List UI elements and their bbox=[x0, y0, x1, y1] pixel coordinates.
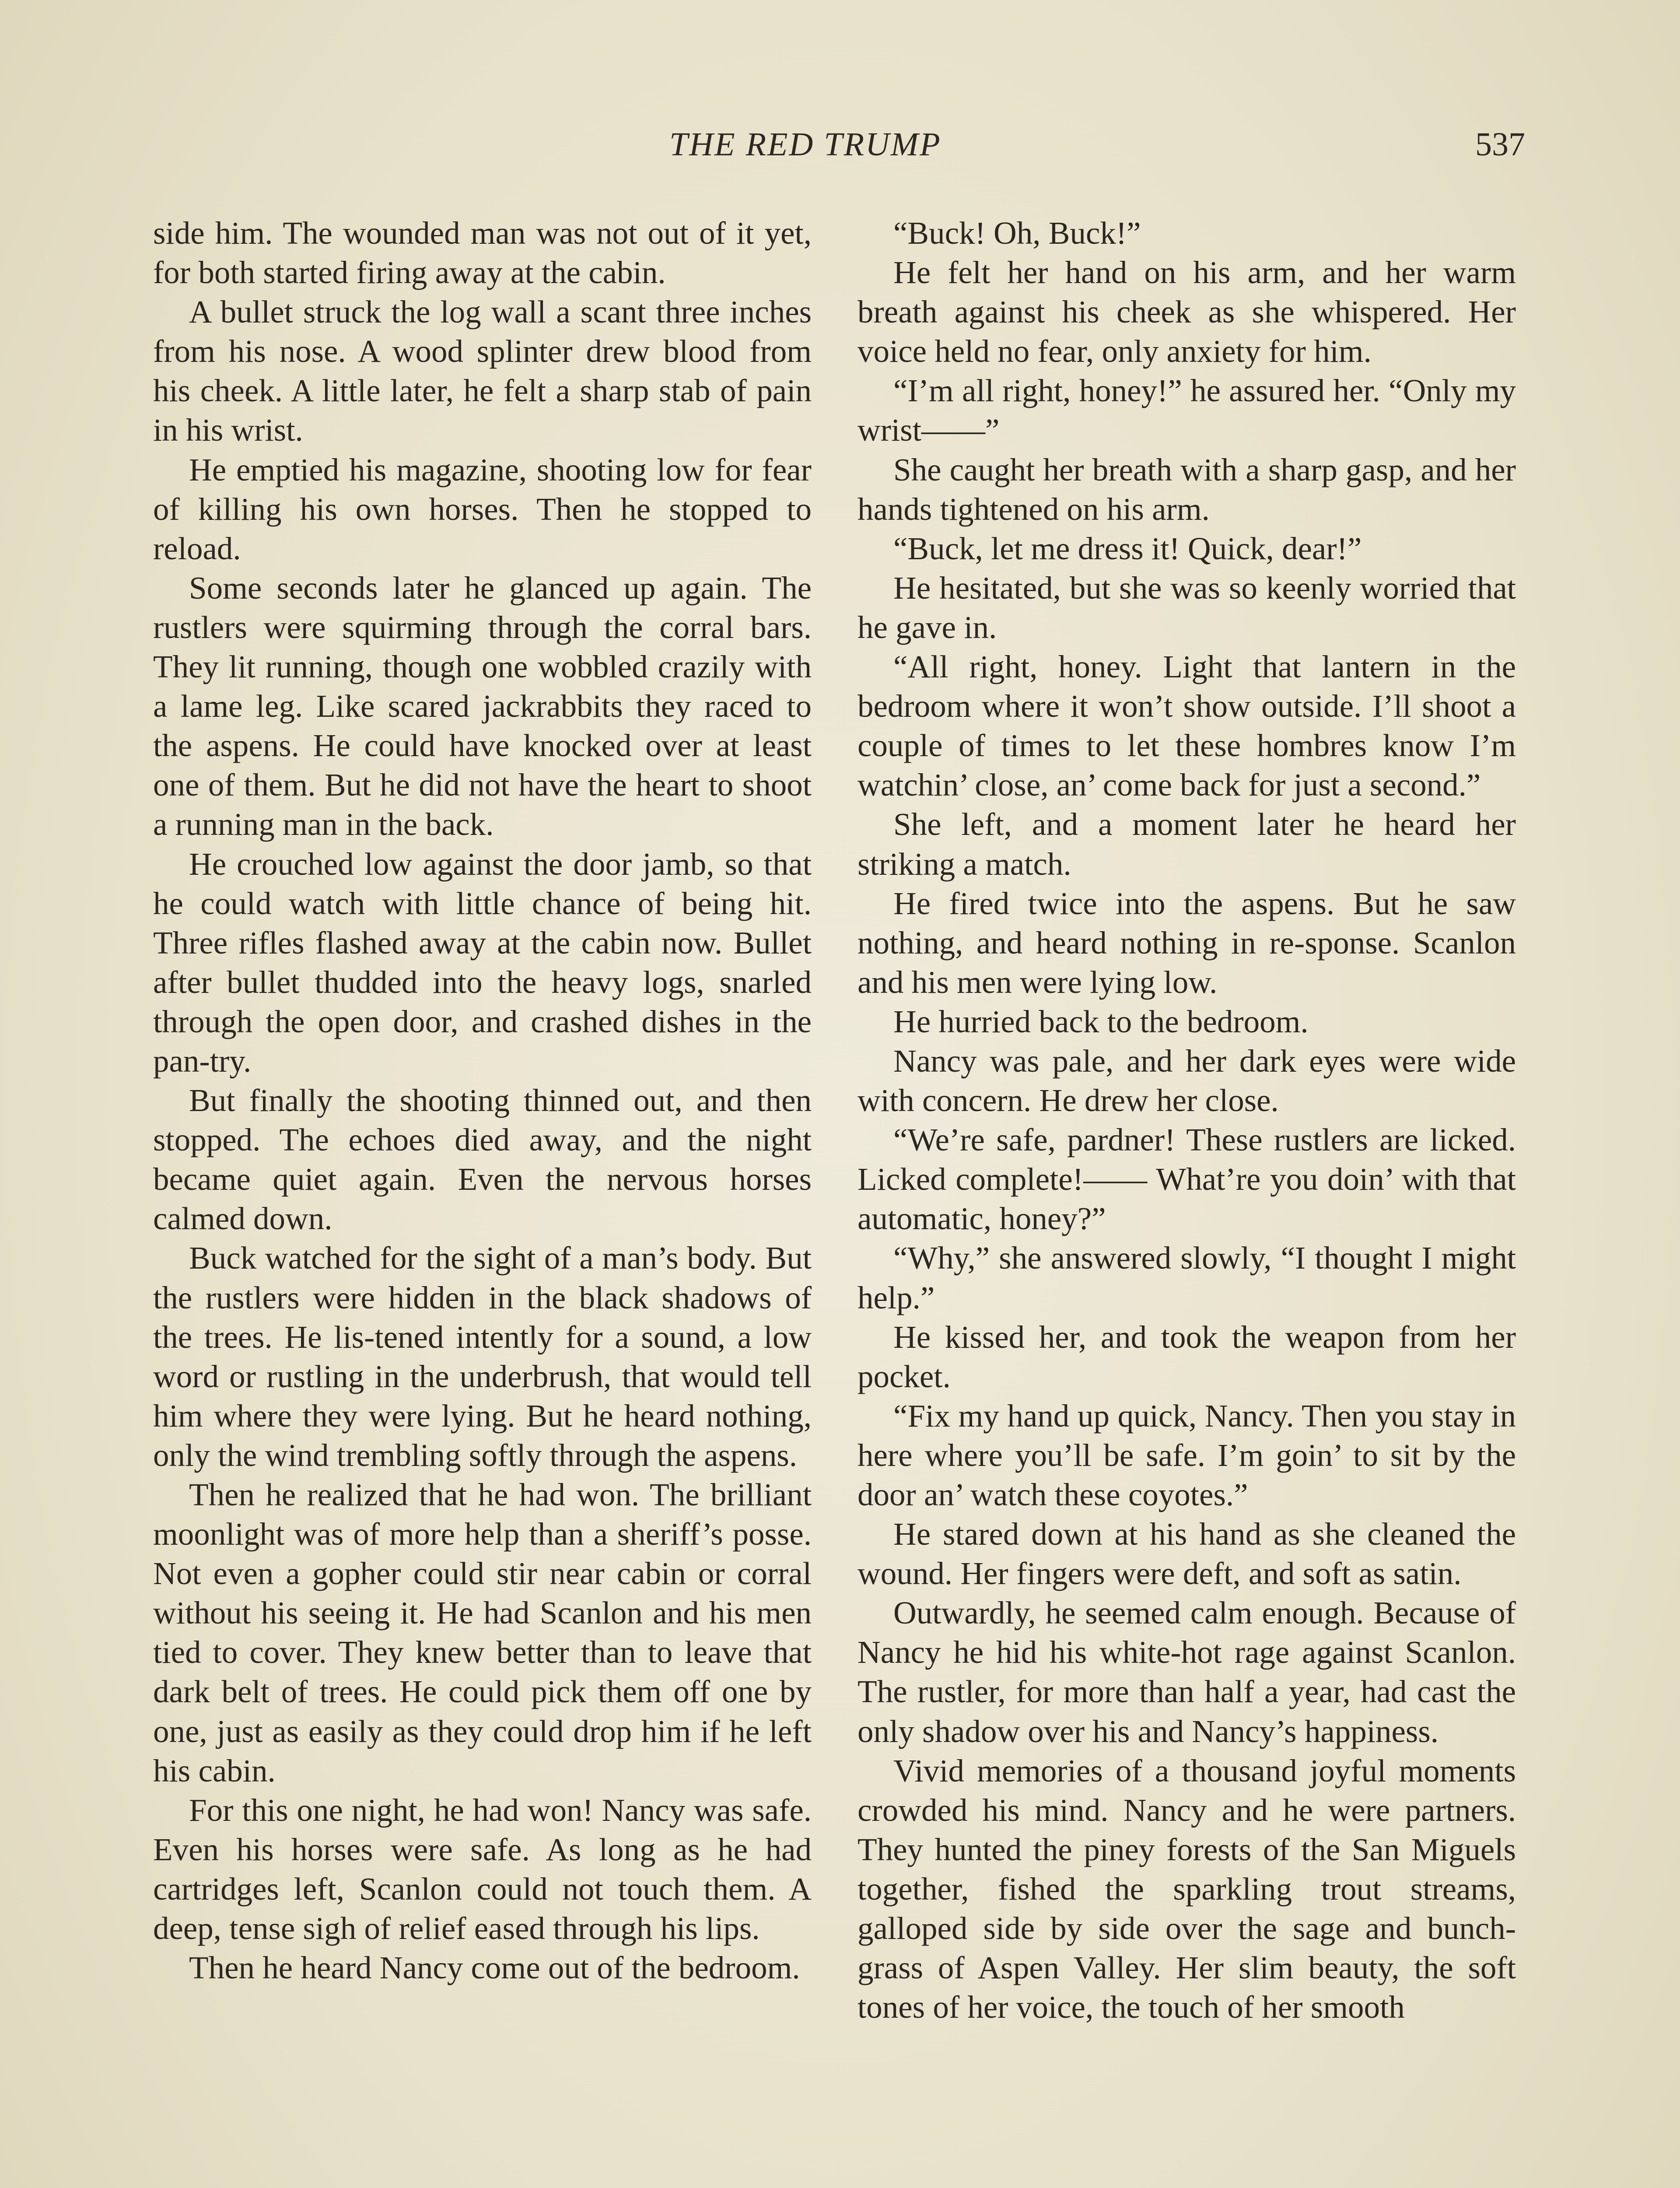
paragraph: He hesitated, but she was so keenly worried that he gave in. bbox=[858, 570, 1516, 645]
paragraph: A bullet struck the log wall a scant three inches from his nose. A wood splinter drew blood from his cheek. A little later, he felt a sharp stab of pain in his wrist. bbox=[153, 294, 812, 448]
paragraph: Vivid memories of a thousand joyful moments crowded his mind. Nancy and he were partners. They hunted the piney forests of the San Miguels together, fished the sparkling trout streams, galloped side by side over the sage and bunch-grass of Aspen Valley. Her slim beauty, the soft tones of her voice, the touch of her smooth bbox=[858, 1753, 1516, 2025]
page-number: 537 bbox=[1475, 126, 1525, 163]
paragraph: He kissed her, and took the weapon from her pocket. bbox=[858, 1319, 1516, 1394]
left-column bbox=[153, 214, 812, 1988]
paragraph: He emptied his magazine, shooting low for fear of killing his own horses. Then he stopped to reload. bbox=[153, 452, 812, 566]
paragraph: She left, and a moment later he heard her striking a match. bbox=[858, 806, 1516, 882]
paragraph: He crouched low against the door jamb, so that he could watch with little chance of being hit. Three rifles flashed away at the cabin now. Bullet after bullet thudded into the heavy logs, snarled through the open door, and crashed dishes in the pan-try. bbox=[153, 846, 812, 1079]
paragraph: “All right, honey. Light that lantern in the bedroom where it won’t show outside. I’ll shoot a couple of times to let these hombres know I’m watchin’ close, an’ come back for just a second.” bbox=[858, 649, 1516, 803]
paragraph: “Buck! Oh, Buck!” bbox=[893, 215, 1141, 251]
paragraph: For this one night, he had won! Nancy was safe. Even his horses were safe. As long as he had cartridges left, Scanlon could not touch them. A deep, tense sigh of relief eased through his lips. bbox=[153, 1792, 812, 1946]
paragraph: Then he heard Nancy come out of the bedroom. bbox=[189, 1950, 800, 1986]
paragraph: But finally the shooting thinned out, and then stopped. The echoes died away, and the night became quiet again. Even the nervous horses calmed down. bbox=[153, 1083, 812, 1237]
paragraph: “Buck, let me dress it! Quick, dear!” bbox=[893, 530, 1362, 566]
running-title: THE RED TRUMP bbox=[669, 126, 942, 163]
paragraph: Some seconds later he glanced up again. The rustlers were squirming through the corral bars. They lit running, though one wobbled crazily with a lame leg. Like scared jackrabbits they raced to the aspens. He could have knocked over at least one of them. But he did not have the heart to shoot a running man in the back. bbox=[153, 570, 812, 842]
right-column bbox=[858, 214, 1516, 2027]
paragraph: “Why,” she answered slowly, “I thought I might help.” bbox=[858, 1240, 1516, 1315]
paragraph: She caught her breath with a sharp gasp, and her hands tightened on his arm. bbox=[858, 452, 1516, 527]
paragraph: He hurried back to the bedroom. bbox=[893, 1003, 1309, 1039]
paragraph: Buck watched for the sight of a man’s body. But the rustlers were hidden in the black shadows of the trees. He lis-tened intently for a sound, a low word or rustling in the underbrush, that would tell him where they were lying. But he heard nothing, only the wind trembling softly through the aspens. bbox=[153, 1240, 812, 1473]
paragraph: He fired twice into the aspens. But he saw nothing, and heard nothing in re-sponse. Scanlon and his men were lying low. bbox=[858, 885, 1516, 1000]
paragraph: “Fix my hand up quick, Nancy. Then you stay in here where you’ll be safe. I’m goin’ to sit by the door an’ watch these coyotes.” bbox=[858, 1398, 1516, 1512]
paragraph: Nancy was pale, and her dark eyes were wide with concern. He drew her close. bbox=[858, 1043, 1516, 1119]
paragraph: “We’re safe, pardner! These rustlers are licked. Licked complete!—— What’re you doin’ with that automatic, honey?” bbox=[858, 1122, 1516, 1237]
paragraph: Then he realized that he had won. The brilliant moonlight was of more help than a sheriff’s posse. Not even a gopher could stir near cabin or corral without his seeing it. He had Scanlon and his men tied to cover. They knew better than to leave that dark belt of trees. He could pick them off one by one, just as easily as they could drop him if he left his cabin. bbox=[153, 1477, 812, 1788]
paragraph: He felt her hand on his arm, and her warm breath against his cheek as she whispered. Her voice held no fear, only anxiety for him. bbox=[858, 255, 1516, 369]
paragraph: Outwardly, he seemed calm enough. Because of Nancy he hid his white-hot rage against Scanlon. The rustler, for more than half a year, had cast the only shadow over his and Nancy’s happiness. bbox=[858, 1595, 1516, 1749]
paragraph: “I’m all right, honey!” he assured her. “Only my wrist——” bbox=[858, 373, 1516, 448]
paragraph: side him. The wounded man was not out of it yet, for both started firing away at the cabin. bbox=[153, 215, 812, 291]
paragraph: He stared down at his hand as she cleaned the wound. Her fingers were deft, and soft as satin. bbox=[858, 1516, 1516, 1592]
